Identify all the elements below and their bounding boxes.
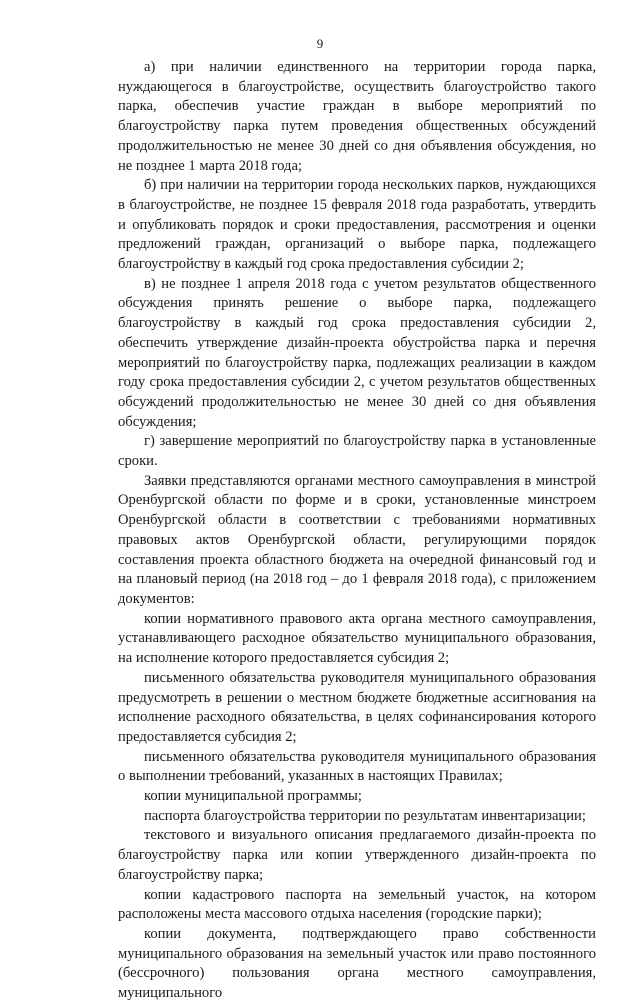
paragraph-item-v: в) не позднее 1 апреля 2018 года с учетом результатов общественного обсуждения принять решение о выборе парка, подлежащего благоустройству в каждый год срока предоставления субсидии 2, обеспечить утверждение дизайн-проекта обустройства парка и перечня мероприятий по благоустройству парка, подлежащих реализации в каждом году срока предоставления субсидии 2, с учетом результатов общественных обсуждений продолжительностью не менее 30 дней со дня объявления обсуждения;	[118, 275, 596, 430]
paragraph-doc-design-project: текстового и визуального описания предлагаемого дизайн-проекта по благоустройству парка или копии утвержденного дизайн-проекта по благоустройству парка;	[118, 827, 596, 883]
paragraph-doc-budget-obligation: письменного обязательства руководителя муниципального образования предусмотреть в решении о местном бюджете бюджетные ассигнования на исполнение расходного обязательства, в целях софинансирования которого предоставляется субсидия 2;	[118, 669, 596, 745]
paragraph-doc-requirements-obligation: письменного обязательства руководителя муниципального образования о выполнении требований, указанных в настоящих Правилах;	[118, 748, 596, 785]
paragraph-item-a: а) при наличии единственного на территории города парка, нуждающегося в благоустройстве, осуществить благоустройство такого парка, обеспечив участие граждан в выборе мероприятий по благоустройству парка путем проведения общественных обсуждений продолжительностью не менее 30 дней со дня объявления обсуждения, но не позднее 1 марта 2018 года;	[118, 59, 596, 174]
paragraph-doc-legal-act: копии нормативного правового акта органа местного самоуправления, устанавливающего расходное обязательство муниципального образования, на исполнение которого предоставляется субсидия 2;	[118, 610, 596, 667]
paragraph-item-b: б) при наличии на территории города нескольких парков, нуждающихся в благоустройстве, не позднее 15 февраля 2018 года разработать, утвердить и опубликовать порядок и сроки предоставления, рассмотрения и оценки предложений граждан, организаций о выборе парка, подлежащего благоустройству в каждый год срока предоставления субсидии 2;	[118, 177, 596, 273]
paragraph-doc-improvement-passport: паспорта благоустройства территории по результатам инвентаризации;	[144, 807, 586, 824]
paragraph-applications: Заявки представляются органами местного самоуправления в минстрой Оренбургской области по форме и в сроки, установленные минстроем Оренбургской области в соответствии с требованиями нормативных правовых актов Оренбургской области, регулирующими порядок составления проекта областного бюджета на очередной финансовый год и на плановый период (на 2018 год – до 1 февраля 2018 года), с приложением документов:	[118, 472, 596, 607]
page-number: 9	[316, 36, 324, 51]
document-body	[118, 58, 596, 1004]
paragraph-doc-cadastral-passport: копии кадастрового паспорта на земельный участок, на котором расположены места массового отдыха населения (городские парки);	[118, 886, 596, 923]
paragraph-item-g: г) завершение мероприятий по благоустройству парка в установленные сроки.	[118, 433, 596, 470]
paragraph-doc-municipal-program: копии муниципальной программы;	[144, 788, 362, 805]
paragraph-doc-ownership-right: копии документа, подтверждающего право собственности муниципального образования на земельный участок или право постоянного (бессрочного) пользования органа местного самоуправления, муниципального	[118, 925, 596, 1002]
